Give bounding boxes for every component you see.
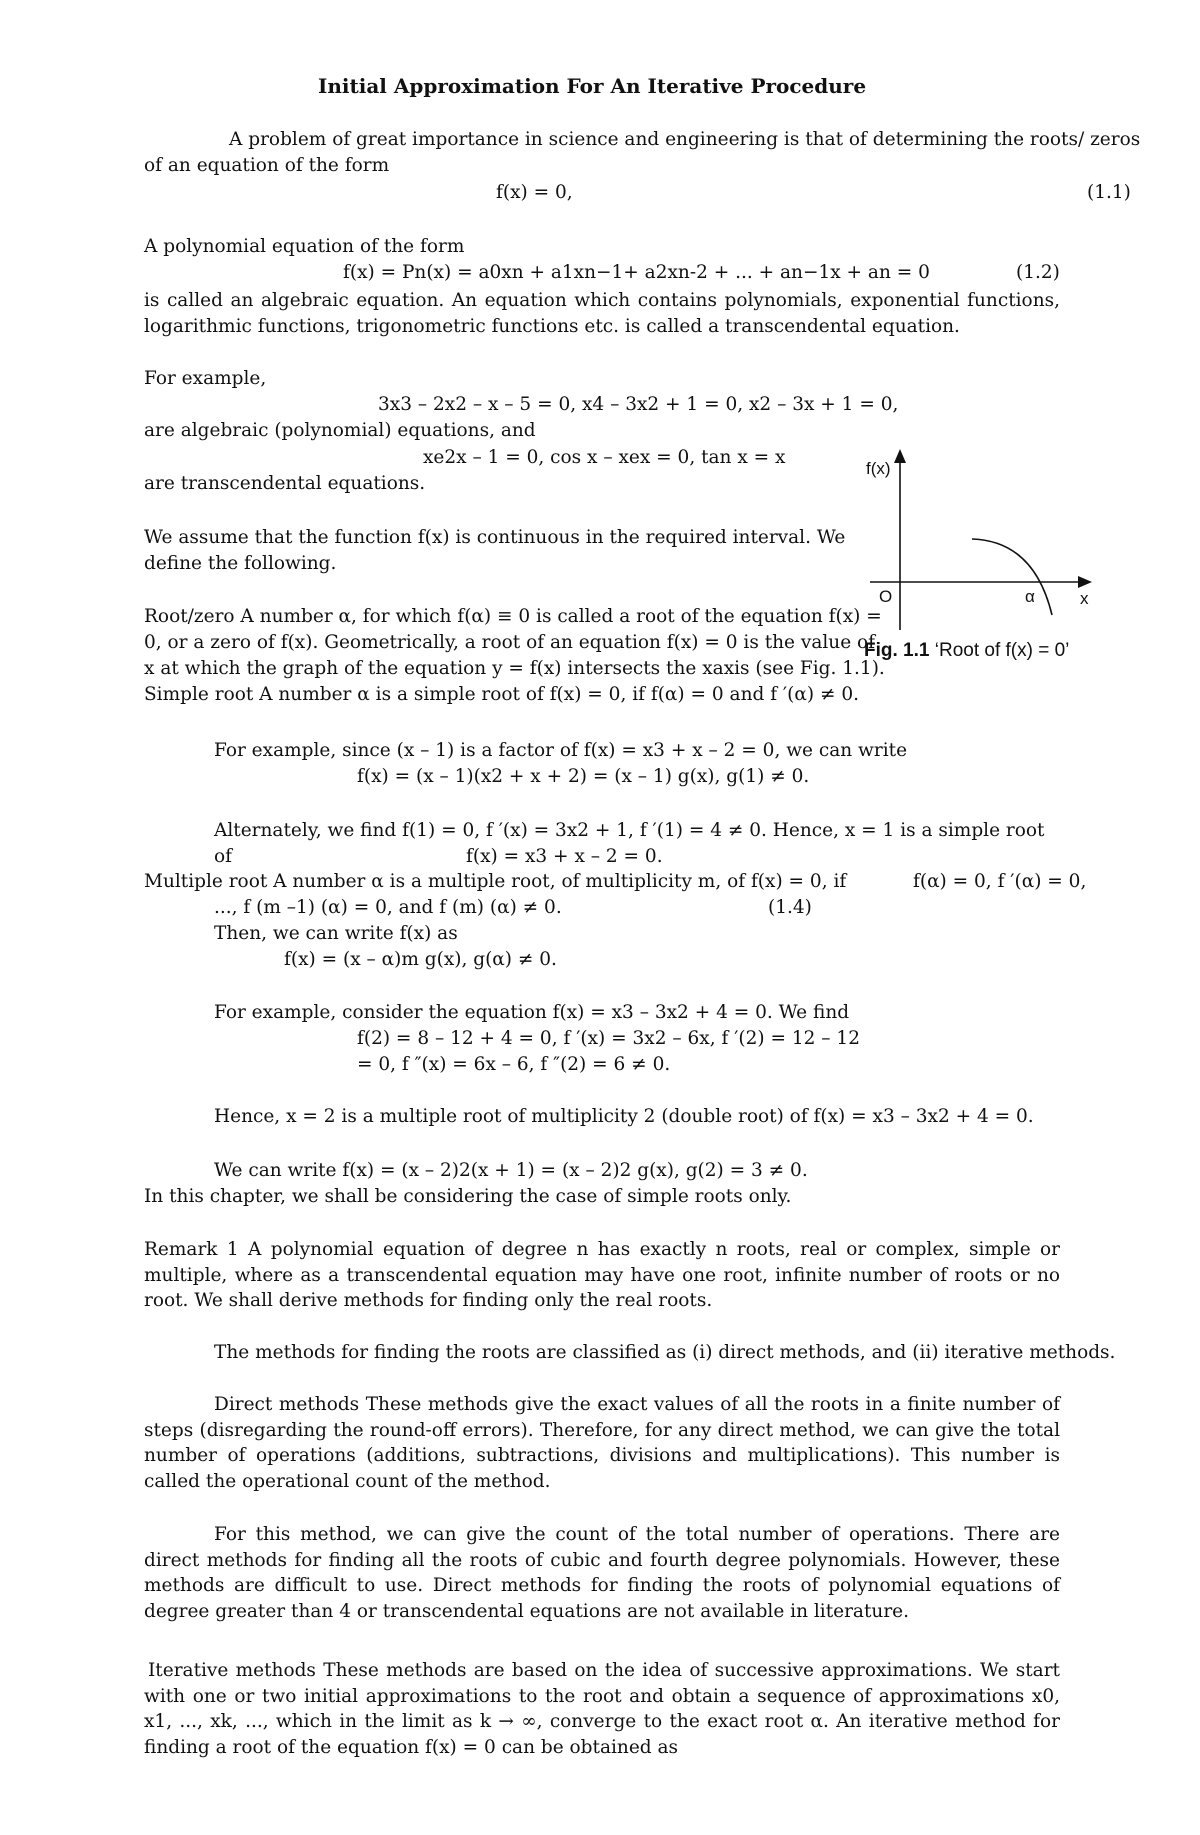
- alternately-equation: f(x) = x3 + x – 2 = 0.: [466, 846, 663, 867]
- root-def-line-2: 0, or a zero of f(x). Geometrically, a root of an equation f(x) = 0 is the value of: [144, 632, 876, 653]
- x-axis-label: x: [1080, 589, 1089, 608]
- origin-label: O: [879, 587, 893, 606]
- algebraic-label: are algebraic (polynomial) equations, and: [144, 420, 536, 441]
- simple-example-line-2: f(x) = (x – 1)(x2 + x + 2) = (x – 1) g(x), g(1) ≠ 0.: [357, 766, 810, 787]
- multi-example-write: We can write f(x) = (x – 2)2(x + 1) = (x – 2)2 g(x), g(2) = 3 ≠ 0.: [214, 1160, 808, 1181]
- y-axis-label: f(x): [866, 459, 891, 478]
- x-axis-arrow-icon: [1078, 576, 1092, 588]
- alternately-line-1: Alternately, we find f(1) = 0, f ′(x) = 3x2 + 1, f ′(1) = 4 ≠ 0. Hence, x = 1 is a simple root: [214, 820, 1045, 841]
- algebraic-equations: 3x3 – 2x2 – x – 5 = 0, x4 – 3x2 + 1 = 0, x2 – 3x + 1 = 0,: [378, 394, 899, 415]
- equation-number-1-1: (1.1): [1087, 182, 1131, 203]
- multiple-root-conditions: f(α) = 0, f ′(α) = 0,: [913, 871, 1087, 892]
- figure-caption-number: Fig. 1.1: [864, 640, 930, 661]
- multiple-root-line-4: f(x) = (x – α)m g(x), g(α) ≠ 0.: [284, 949, 557, 970]
- classified-line: The methods for finding the roots are classified as (i) direct methods, and (ii) iterative methods.: [214, 1342, 1116, 1363]
- examples-lead: For example,: [144, 368, 267, 389]
- multi-example-line-2: f(2) = 8 – 12 + 4 = 0, f ′(x) = 3x2 – 6x, f ′(2) = 12 – 12: [357, 1028, 860, 1049]
- figure-root-graph: [850, 445, 1110, 665]
- poly-paragraph: is called an algebraic equation. An equation which contains polynomials, exponential functions, logarithmic functions, trigonometric functions etc. is called a transcendental equation.: [144, 290, 1060, 337]
- transcendental-label: are transcendental equations.: [144, 473, 426, 494]
- simple-root-def: Simple root A number α is a simple root of f(x) = 0, if f(α) = 0 and f ′(α) ≠ 0.: [144, 684, 859, 705]
- simple-example-line-1: For example, since (x – 1) is a factor of f(x) = x3 + x – 2 = 0, we can write: [214, 740, 908, 761]
- alternately-of: of: [214, 846, 232, 867]
- multiple-root-def: Multiple root A number α is a multiple root, of multiplicity m, of f(x) = 0, if: [144, 871, 847, 892]
- multiple-root-line-3: Then, we can write f(x) as: [214, 923, 458, 944]
- multi-example-line-3: = 0, f ″(x) = 6x – 6, f ″(2) = 6 ≠ 0.: [357, 1054, 671, 1075]
- root-def-line-3: x at which the graph of the equation y = f(x) intersects the xaxis (see Fig. 1.1).: [144, 658, 885, 679]
- figure-caption-text: ‘Root of f(x) = 0’: [929, 640, 1070, 661]
- multiple-root-line-2: ..., f (m –1) (α) = 0, and f (m) (α) ≠ 0.: [214, 897, 562, 918]
- intro-line-1: A problem of great importance in science and engineering is that of determining the roots/ zeros: [229, 129, 1141, 150]
- remark-paragraph: Remark 1 A polynomial equation of degree n has exactly n roots, real or complex, simple or multiple, where as a transcendental equation may have one root, infinite number of roots or no root. We shall derive methods for finding only the real roots.: [144, 1239, 1060, 1311]
- assume-line-2: define the following.: [144, 553, 337, 574]
- function-curve: [972, 539, 1052, 615]
- multi-example-line-1: For example, consider the equation f(x) = x3 – 3x2 + 4 = 0. We find: [214, 1002, 850, 1023]
- alpha-label: α: [1025, 587, 1035, 606]
- root-def-line-1: Root/zero A number α, for which f(α) ≡ 0 is called a root of the equation f(x) =: [144, 606, 882, 627]
- chapter-note: In this chapter, we shall be considering the case of simple roots only.: [144, 1186, 792, 1207]
- intro-line-2: of an equation of the form: [144, 155, 390, 176]
- equation-1-2: f(x) = Pn(x) = a0xn + a1xn−1+ a2xn-2 + ... + an−1x + an = 0: [343, 262, 930, 283]
- equation-number-1-2: (1.2): [1016, 262, 1060, 283]
- equation-1-1: f(x) = 0,: [496, 182, 573, 203]
- figure-caption: [864, 641, 1069, 660]
- y-axis-arrow-icon: [894, 449, 906, 463]
- equation-number-1-4: (1.4): [768, 897, 812, 918]
- page-title: Initial Approximation For An Iterative Procedure: [318, 74, 867, 98]
- poly-lead: A polynomial equation of the form: [144, 236, 465, 257]
- iterative-methods-paragraph: Iterative methods These methods are based on the idea of successive approximations. We start with one or two initial approximations to the root and obtain a sequence of approximations x0, x1, ..., xk, ..., which in the limit as k → ∞, converge to the exact root α. An iterative method for finding a root of the equation f(x) = 0 can be obtained as: [144, 1660, 1060, 1758]
- assume-line-1: We assume that the function f(x) is continuous in the required interval. We: [144, 527, 846, 548]
- direct-methods-paragraph: Direct methods These methods give the exact values of all the roots in a finite number of steps (disregarding the round-off errors). Therefore, for any direct method, we can give the total number of operations (additions, subtractions, divisions and multiplications). This number is called the operational count of the method.: [144, 1394, 1060, 1492]
- transcendental-equations: xe2x – 1 = 0, cos x – xex = 0, tan x = x: [423, 447, 786, 468]
- this-method-paragraph: For this method, we can give the count of the total number of operations. There are direct methods for finding all the roots of cubic and fourth degree polynomials. However, these methods are difficult to use. Direct methods for finding the roots of polynomial equations of degree greater than 4 or transcendental equations are not available in literature.: [144, 1524, 1060, 1622]
- multi-example-hence: Hence, x = 2 is a multiple root of multiplicity 2 (double root) of f(x) = x3 – 3x2 + 4 = 0.: [214, 1106, 1034, 1127]
